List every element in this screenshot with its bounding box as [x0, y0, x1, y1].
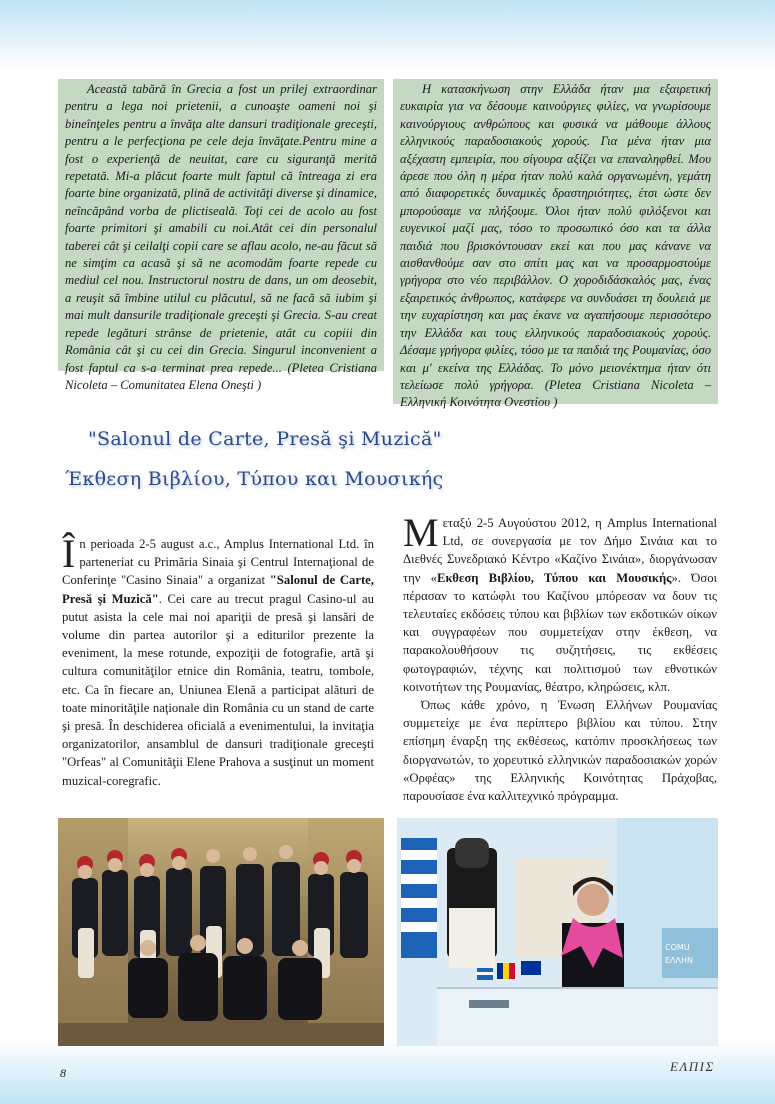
bottom-gradient-band	[0, 1040, 775, 1104]
greek-article-paragraph: Όπως κάθε χρόνο, η Ένωση Ελλήνων Ρουμανίας συμμετείχε με ένα περίπτερο βιβλίου και τύπου. Στην επίσημη έναρξη της εκθέσεως, κατόπιν προσκλήσεως των διοργανωτών, το χορευτικό ελληνικών παραδοσιακών χορών «Ορφέας» της Ελληνικής Κοινότητας Πράχοβας, παρουσίασε ένα καλλιτεχνικό πρόγραμμα.	[403, 698, 717, 804]
article-text: . Cei care au trecut pragul Casino-ul au putut asista la cele mai noi apariţii de presă şi lansări de volume din partea autorilor şi a editurilor prezente la eveniment, la mese rotunde, expoziţii de fotografie, artă şi cultura comunităţilor etnice din România, teatru, tombole, etc. Ca în fiecare an, Uniunea Elenă a participat alături de toate minorităţile naţionale din România cu un stand de carte şi presă. În deschiderea oficială a evenimentului, la invitaţia organizatorilor, ansamblul de dansuri tradiţionale greceşti "Orfeas" al Comunităţii Elene Prahova a susţinut un moment muzical-coregrafic.	[62, 591, 374, 788]
drop-cap: Î	[62, 531, 76, 576]
svg-text:ΕΛΛΗΝ: ΕΛΛΗΝ	[665, 956, 693, 965]
romanian-article-column	[62, 531, 374, 790]
banner-text: COMU	[665, 943, 690, 952]
romanian-quote-box	[58, 79, 384, 392]
woman-face	[577, 884, 609, 916]
magazine-name: ΕΛΠΙΣ	[670, 1059, 715, 1074]
greek-quote-box	[393, 79, 718, 410]
page-number: 8	[60, 1066, 66, 1080]
section-title-romanian: "Salonul de Carte, Presă şi Muzică"	[88, 428, 442, 450]
article-text: εταξύ 2-5 Αυγούστου 2012, η Amplus International Ltd, σε συνεργασία με τον Δήμο Σινάια και το Διεθνές Συνεδριακό Κέντρο «Καζίνο Σινάια», διοργάνωσαν την «	[403, 516, 717, 585]
romanian-quote-text: Această tabără în Grecia a fost un prilej extraordinar pentru a lega noi prietenii, a cunoaşte oameni noi şi bineînţeles pentru a învăţa alte dansuri tradiţionale greceşti, pentru a le perfecţiona pe cele deja învăţate.Pentru mine a fost o experienţă de neuitat, care cu siguranţă merită repetată. Mi-a plăcut foarte mult faptul că întreaga zi era foarte bine organizată, plină de activităţi diverse şi dinamice, neîncăpând vorba de plictiseală. Toţi cei de acolo au fost foarte primitori şi amabili cu noi.Atât cei din personalul taberei cât şi ceilalţi copii care se aflau acolo, ne-au făcut să ne simţim ca acasă şi să ne acomodăm foarte repede cu mediul cel nou. Instructorul nostru de dans, un om deosebit, a reuşit să îmbine utilul cu plăcutul, să ne facă să iubim şi mai mult dansurile tradiţionale greceşti şi Grecia. S-au creat repede legături strânse de prietenie, atât cu copiii din România cât şi cu cei din Grecia. Singurul inconvenient a fost faptul ca s-a terminat prea repede... (Pletea Cristiana Nicoleta – Comunitatea Elena Oneşti )	[65, 82, 377, 392]
top-gradient-band	[0, 0, 775, 70]
book-stand-photo	[397, 818, 718, 1046]
drop-cap: Μ	[403, 510, 439, 555]
greek-flag	[401, 838, 437, 958]
greek-quote-text: Η κατασκήνωση στην Ελλάδα ήταν μια εξαιρετική ευκαιρία για να δέσουμε καινούργιες φιλίες, να γνωρίσουμε καινούργιους ανθρώπους και φυσικά να μάθουμε άλλους ελληνικούς παραδοσιακούς χορούς. Για μένα ήταν μια αξέχαστη εμπειρία, που σίγουρα αξίζει να επαναληφθεί. Μου άρεσε που όλη η μέρα ήταν πολύ καλά οργανωμένη, γεμάτη από διαφορετικές δυναμικές δραστηριότητες, έτσι ώστε δεν μπορούσαμε να πλήξουμε. Όλοι ήταν πολύ φιλόξενοι και ευγενικοί μαζί μας, τόσο το προσωπικό όσο και τα άλλα παιδιά που βρισκόντουσαν εκεί και που μας κάνανε να αισθανθούμε σαν στο σπίτι μας και να προσαρμοστούμε γρήγορα στο νέο περιβάλλον. Ο χοροδιδάσκαλός μας, ένας εξαιρετικός άνθρωπος, κατάφερε να συνδυάσει τη δουλειά με την ευχαρίστηση και μας έκανε να αγαπήσουμε περισσότερο την Ελλάδα και τους ελληνικούς παραδοσιακούς χορούς. Δέσαμε γρήγορα φιλίες, τόσο με τα παιδιά της Ρουμανίας, όσο και μ' εκείνα της Ελλάδας. Το μόνο μειονέκτημα ήταν ότι τελείωσε πολύ γρήγορα. (Pletea Cristiana Nicoleta – Ελληνική Κοινότητα Ονεστίου )	[400, 82, 711, 410]
section-title-greek: Έκθεση Βιβλίου, Τύπου και Μουσικής	[65, 468, 444, 490]
article-text: ». Όσοι πέρασαν το κατώφλι του Καζίνου μπόρεσαν να δουν τις τελευταίες εκδόσεις τύπου και βιβλίων των εκδοτικών οίκων και συγγραφέων που συμμετείχαν στην έκθεση, να παρακολουθήσουν τις συζητήσεις, τις εκθέσεις φωτογραφιών, τέχνης και πολιτισμού των εθνοτικών κοινοτήτων της Ρουμανίας, θέατρο, κληρώσεις, κλπ.	[403, 570, 717, 694]
event-name-bold: "Salonul de Carte, Presă şi Muzică"	[62, 573, 374, 606]
greek-article-paragraph	[403, 510, 717, 696]
romanian-article-paragraph	[62, 531, 374, 790]
event-name-bold: Εκθεση Βιβλίου, Τύπου και Μουσικής	[436, 570, 672, 585]
article-text: n perioada 2-5 august a.c., Amplus International Ltd. în parteneriat cu Primăria Sinaia şi Centrul Internaţional de Conferinţe "Casino Sinaia" a organizat	[62, 537, 374, 588]
greek-article-column	[403, 510, 717, 805]
dance-group-photo	[58, 818, 384, 1046]
